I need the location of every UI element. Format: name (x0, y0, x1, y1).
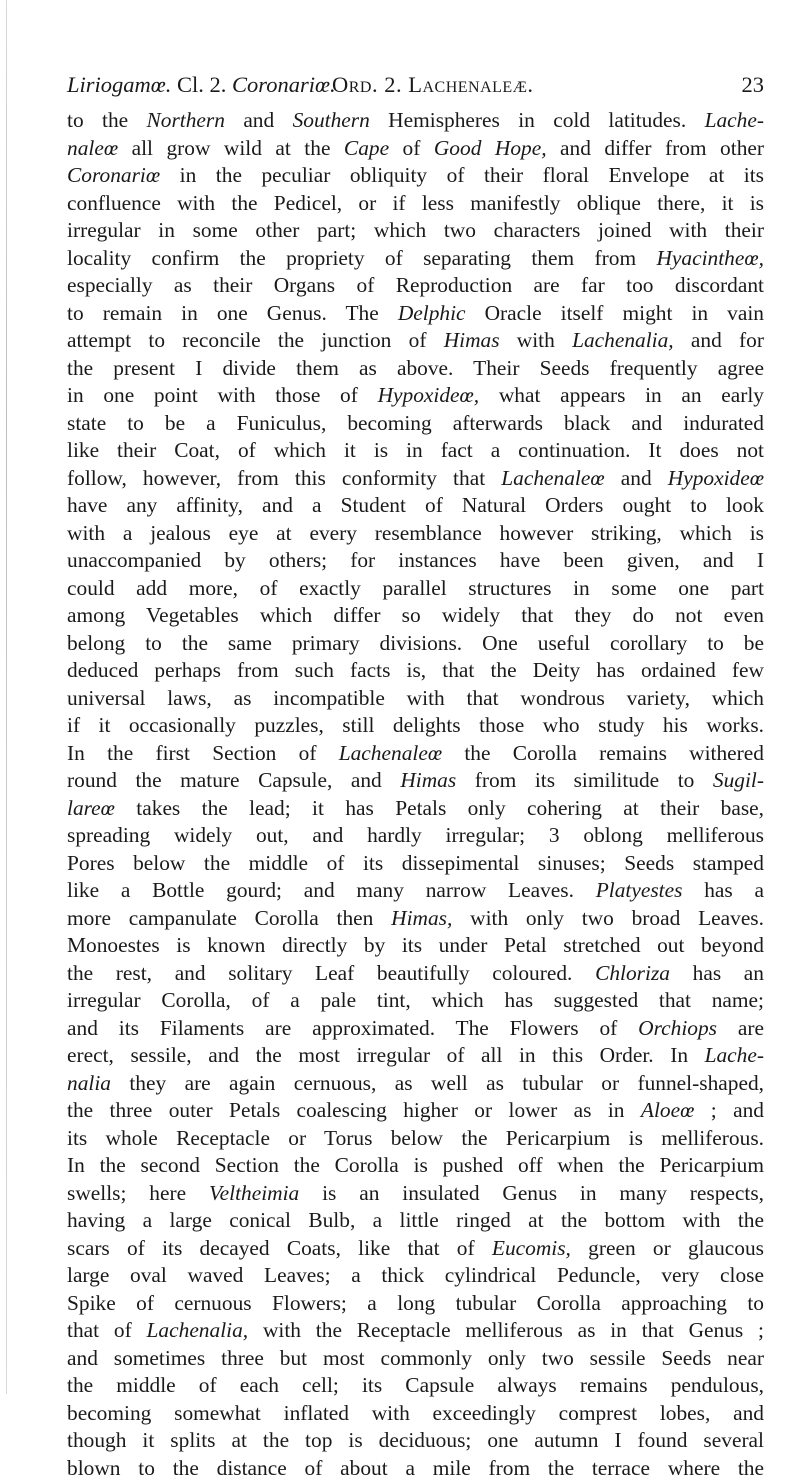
text-run: and (225, 108, 293, 132)
text-line (67, 1180, 764, 1208)
italic-term: Cape (344, 136, 389, 160)
text-line (67, 1015, 764, 1043)
text-run: what appears in an early (479, 383, 764, 407)
text-line (67, 217, 764, 245)
text-run: Spike of cernuous Flowers; a long tubular Corolla approaching to (67, 1291, 764, 1315)
text-run: In the second Section the Corolla is pushed off when the Pericarpium (67, 1153, 764, 1177)
text-run: and for (674, 328, 764, 352)
italic-term: Chloriza (595, 961, 670, 985)
text-line (67, 767, 764, 795)
text-line (67, 162, 764, 190)
italic-term: Orchiops (638, 1016, 717, 1040)
text-run: attempt to reconcile the junction of (67, 328, 444, 352)
text-line (67, 1317, 764, 1345)
italic-term: Northern (147, 108, 225, 132)
text-run: though it splits at the top is deciduous; one autumn I found several (67, 1428, 764, 1452)
text-run: deduced perhaps from such facts is, that the Deity has ordained few (67, 658, 764, 682)
text-line (67, 382, 764, 410)
text-run: takes the lead; it has Petals only cohering at their base, (115, 796, 764, 820)
text-run: with a jealous eye at every resemblance however striking, which is (67, 521, 764, 545)
running-head-order (332, 70, 534, 100)
italic-term: Lachenaleœ (339, 741, 442, 765)
text-run: of (389, 136, 434, 160)
text-run: irregular Corolla, of a pale tint, which has suggested that name; (67, 988, 764, 1012)
italic-term: Himas (444, 328, 500, 352)
italic-term: Good Hope, (434, 136, 547, 160)
text-line (67, 987, 764, 1015)
text-run: irregular in some other part; which two characters joined with their (67, 218, 764, 242)
class-number: Cl. 2. (171, 72, 232, 97)
text-run: erect, sessile, and the most irregular of all in this Order. In (67, 1043, 705, 1067)
text-run: and (605, 466, 668, 490)
italic-term: Southern (293, 108, 370, 132)
text-line (67, 135, 764, 163)
text-line (67, 1372, 764, 1400)
class-name: Liriogamœ. (67, 72, 171, 97)
italic-term: Lache- (705, 1043, 764, 1067)
body-text (67, 107, 764, 1482)
text-line (67, 1455, 764, 1482)
text-line (67, 245, 764, 273)
text-run: Monoestes is known directly by its under Petal stretched out beyond (67, 933, 764, 957)
text-run: like their Coat, of which it is in fact a continuation. It does not (67, 438, 764, 462)
text-run: follow, however, from this conformity that (67, 466, 501, 490)
text-run: have any affinity, and a Student of Natural Orders ought to look (67, 493, 764, 517)
text-line (67, 190, 764, 218)
text-run: and sometimes three but most commonly only two sessile Seeds near (67, 1346, 764, 1370)
text-line (67, 547, 764, 575)
text-line (67, 300, 764, 328)
text-run: ; and (694, 1098, 764, 1122)
running-head-left (67, 70, 336, 100)
text-run: that of (67, 1318, 147, 1342)
text-line (67, 1290, 764, 1318)
text-line (67, 712, 764, 740)
text-run: the middle of each cell; its Capsule always remains pendulous, (67, 1373, 764, 1397)
text-line (67, 355, 764, 383)
italic-term: Lachenaleœ (501, 466, 604, 490)
order-number: Ord. 2. (332, 72, 408, 97)
text-run: green or glaucous (571, 1236, 764, 1260)
text-run: locality confirm the propriety of separating them from (67, 246, 656, 270)
text-line (67, 575, 764, 603)
text-line (67, 822, 764, 850)
text-run: its whole Receptacle or Torus below the Pericarpium is melliferous. (67, 1126, 764, 1150)
text-run: has a (682, 878, 764, 902)
text-run: among Vegetables which differ so widely that they do not even (67, 603, 764, 627)
text-line (67, 1262, 764, 1290)
text-run: In the first Section of (67, 741, 339, 765)
text-line (67, 437, 764, 465)
text-line (67, 877, 764, 905)
text-line (67, 272, 764, 300)
text-run: are (717, 1016, 764, 1040)
text-run: Hemispheres in cold latitudes. (370, 108, 705, 132)
italic-term: Lachenalia, (572, 328, 674, 352)
text-run: becoming somewhat inflated with exceedingly comprest lobes, and (67, 1401, 764, 1425)
text-run: unaccompanied by others; for instances have been given, and I (67, 548, 764, 572)
text-run: and differ from other (547, 136, 764, 160)
text-line (67, 740, 764, 768)
text-run: spreading widely out, and hardly irregular; 3 oblong melliferous (67, 823, 764, 847)
page-gutter-edge (6, 0, 7, 1394)
text-line (67, 1125, 764, 1153)
text-line (67, 1207, 764, 1235)
text-line (67, 1152, 764, 1180)
text-run: large oval waved Leaves; a thick cylindrical Peduncle, very close (67, 1263, 764, 1287)
text-line (67, 932, 764, 960)
text-run: like a Bottle gourd; and many narrow Leaves. (67, 878, 596, 902)
text-line (67, 657, 764, 685)
italic-term: Delphic (398, 301, 466, 325)
text-run: to the (67, 108, 147, 132)
italic-term: Hyacintheœ, (656, 246, 764, 270)
text-run: and its Filaments are approximated. The Flowers of (67, 1016, 638, 1040)
text-run: with the Receptacle melliferous as in that Genus ; (248, 1318, 764, 1342)
text-run: Oracle itself might in vain (466, 301, 764, 325)
text-run: has an (670, 961, 764, 985)
text-line (67, 1235, 764, 1263)
text-line (67, 602, 764, 630)
italic-term: Hypoxideœ, (378, 383, 480, 407)
text-run: to remain in one Genus. The (67, 301, 398, 325)
text-run: universal laws, as incompatible with that wondrous variety, which (67, 686, 764, 710)
italic-term: Hypoxideœ (668, 466, 764, 490)
text-line (67, 1097, 764, 1125)
text-run: the three outer Petals coalescing higher or lower as in (67, 1098, 641, 1122)
text-line (67, 492, 764, 520)
italic-term: Aloeœ (641, 1098, 694, 1122)
italic-term: naleœ (67, 136, 118, 160)
text-run: state to be a Funiculus, becoming afterwards black and indurated (67, 411, 764, 435)
order-title: Lachenaleæ. (408, 72, 533, 97)
text-run: the present I divide them as above. Their Seeds frequently agree (67, 356, 764, 380)
text-run: if it occasionally puzzles, still delights those who study his works. (67, 713, 764, 737)
text-run: in one point with those of (67, 383, 378, 407)
text-line (67, 465, 764, 493)
text-line (67, 685, 764, 713)
text-run: Pores below the middle of its dissepimental sinuses; Seeds stamped (67, 851, 764, 875)
text-line (67, 960, 764, 988)
text-run: they are again cernuous, as well as tubular or funnel-shaped, (111, 1071, 764, 1095)
text-line (67, 1427, 764, 1455)
italic-term: Lachenalia, (147, 1318, 249, 1342)
text-run: especially as their Organs of Reproduction are far too discordant (67, 273, 764, 297)
text-run: all grow wild at the (118, 136, 344, 160)
text-run: belong to the same primary divisions. One useful corollary to be (67, 631, 764, 655)
text-run: more campanulate Corolla then (67, 906, 391, 930)
text-run: from its similitude to (456, 768, 713, 792)
text-run: swells; here (67, 1181, 209, 1205)
text-line (67, 795, 764, 823)
italic-term: nalia (67, 1071, 111, 1095)
italic-term: Lache- (705, 108, 764, 132)
italic-term: Platyestes (596, 878, 683, 902)
text-run: with only two broad Leaves. (452, 906, 764, 930)
text-line (67, 1345, 764, 1373)
text-run: in the peculiar obliquity of their floral Envelope at its (160, 163, 764, 187)
text-line (67, 107, 764, 135)
italic-term: Eucomis, (492, 1236, 571, 1260)
italic-term: Sugil- (713, 768, 764, 792)
text-run: blown to the distance of about a mile from the terrace where the (67, 1456, 764, 1480)
italic-term: Coronariœ (67, 163, 160, 187)
text-line (67, 850, 764, 878)
italic-term: Himas (400, 768, 456, 792)
text-run: is an insulated Genus in many respects, (299, 1181, 764, 1205)
italic-term: Himas, (391, 906, 452, 930)
text-line (67, 520, 764, 548)
text-line (67, 1042, 764, 1070)
text-run: confluence with the Pedicel, or if less manifestly oblique there, it is (67, 191, 764, 215)
text-line (67, 410, 764, 438)
italic-term: Veltheimia (209, 1181, 299, 1205)
text-run: round the mature Capsule, and (67, 768, 400, 792)
text-run: could add more, of exactly parallel structures in some one part (67, 576, 764, 600)
text-line (67, 327, 764, 355)
running-head (67, 70, 764, 100)
text-line (67, 905, 764, 933)
italic-term: lareœ (67, 796, 115, 820)
text-line (67, 1070, 764, 1098)
text-line (67, 630, 764, 658)
text-run: the rest, and solitary Leaf beautifully coloured. (67, 961, 595, 985)
text-run: with (500, 328, 573, 352)
subclass-name: Coronariœ. (232, 72, 336, 97)
text-run: the Corolla remains withered (442, 741, 764, 765)
text-line (67, 1400, 764, 1428)
text-run: having a large conical Bulb, a little ringed at the bottom with the (67, 1208, 764, 1232)
page-number: 23 (742, 70, 765, 100)
text-run: scars of its decayed Coats, like that of (67, 1236, 492, 1260)
